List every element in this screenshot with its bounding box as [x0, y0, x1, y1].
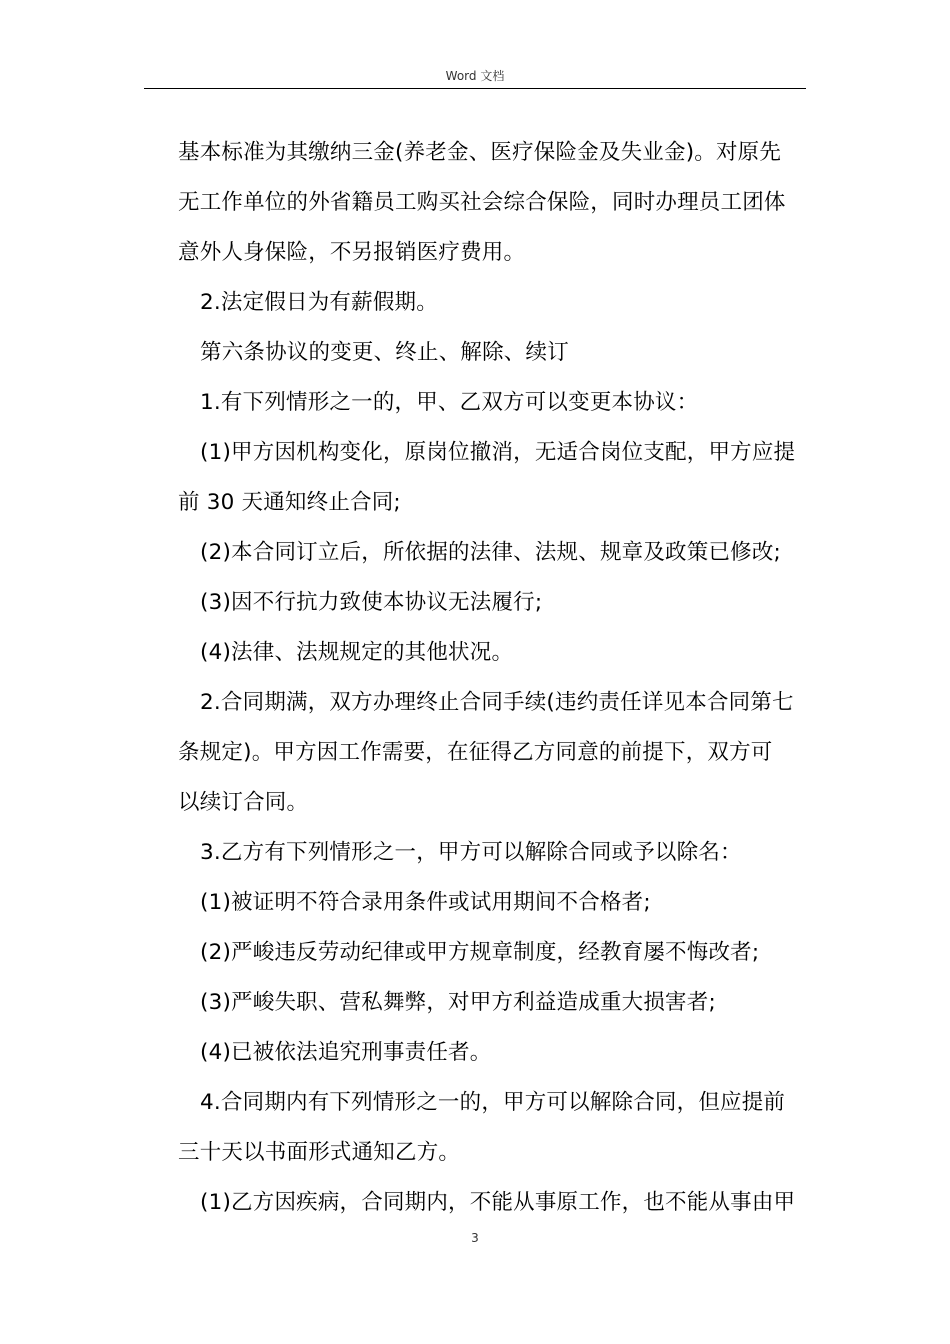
paragraph-line: (4)已被依法追究刑事责任者。: [200, 1040, 492, 1065]
paragraph-line: 4.合同期内有下列情形之一的，甲方可以解除合同，但应提前: [200, 1090, 786, 1115]
paragraph-line: 3.乙方有下列情形之一，甲方可以解除合同或予以除名：: [200, 840, 742, 865]
paragraph-line: 前 30 天通知终止合同;: [178, 490, 401, 515]
paragraph-line: (4)法律、法规规定的其他状况。: [200, 640, 514, 665]
paragraph-line: (3)严峻失职、营私舞弊，对甲方利益造成重大损害者;: [200, 990, 716, 1015]
page-number: 3: [471, 1231, 479, 1245]
paragraph-line: (1)被证明不符合录用条件或试用期间不合格者;: [200, 890, 651, 915]
document-body: [178, 128, 808, 1228]
paragraph-line: 意外人身保险，不另报销医疗费用。: [178, 240, 526, 265]
paragraph-line: (1)甲方因机构变化，原岗位撤消，无适合岗位支配，甲方应提: [200, 440, 796, 465]
paragraph-line: 以续订合同。: [178, 790, 309, 815]
paragraph-line: (3)因不行抗力致使本协议无法履行;: [200, 590, 543, 615]
paragraph-line: 2.合同期满，双方办理终止合同手续(违约责任详见本合同第七: [200, 690, 794, 715]
header-divider: [144, 88, 806, 89]
paragraph-line: 基本标准为其缴纳三金(养老金、医疗保险金及失业金)。对原先: [178, 140, 782, 165]
paragraph-line: 三十天以书面形式通知乙方。: [178, 1140, 461, 1165]
paragraph-line: (2)本合同订立后，所依据的法律、法规、规章及政策已修改;: [200, 540, 782, 565]
paragraph-line: 2.法定假日为有薪假期。: [200, 290, 438, 315]
paragraph-line: 无工作单位的外省籍员工购买社会综合保险，同时办理员工团体: [178, 190, 786, 215]
section-heading: 第六条协议的变更、终止、解除、续订: [200, 340, 569, 365]
paragraph-line: (1)乙方因疾病，合同期内，不能从事原工作，也不能从事由甲: [200, 1190, 796, 1215]
paragraph-line: 1.有下列情形之一的，甲、乙双方可以变更本协议：: [200, 390, 699, 415]
page-header: Word 文档: [445, 69, 505, 83]
paragraph-line: 条规定)。甲方因工作需要，在征得乙方同意的前提下，双方可: [178, 740, 773, 765]
paragraph-line: (2)严峻违反劳动纪律或甲方规章制度，经教育屡不悔改者;: [200, 940, 760, 965]
